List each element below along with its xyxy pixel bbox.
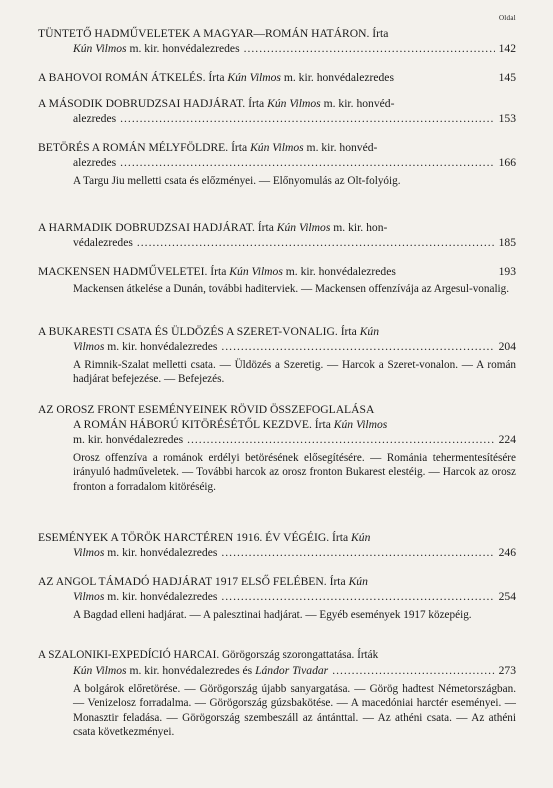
entry-title: A BAHOVOI ROMÁN ÁTKELÉS. bbox=[38, 71, 206, 84]
toc-entry: AZ OROSZ FRONT ESEMÉNYEINEK RÖVID ÖSSZEFOGLALÁSA A ROMÁN HÁBORÚ KITÖRÉSÉTŐL KEZDVE. Írta Kún Vilmos m. kir. honvédalezredes ..... 224 Orosz offenzíva a románok erdélyi betörésének elősegítésére. — Románia tehermentesítésére irányuló hadműveletek. — További harcok az orosz fronton Bukarest elestéig. — Harcok az orosz fronton a forradalom kitöréséig. bbox=[38, 402, 516, 494]
entry-title: BETÖRÉS A ROMÁN MÉLYFÖLDRE. bbox=[38, 141, 229, 154]
page-number: 224 bbox=[498, 433, 516, 446]
toc-entry: MACKENSEN HADMŰVELETEI. Írta Kún Vilmos m. kir. honvédalezredes 193 Mackensen átkelése a Dunán, további haditerviek. — Mackensen offenzívája az Argesul-vonalig. bbox=[38, 265, 516, 295]
entry-title: A HARMADIK DOBRUDZSAI HADJÁRAT. bbox=[38, 221, 255, 234]
dot-leader bbox=[332, 663, 494, 678]
toc-entry: AZ ANGOL TÁMADÓ HADJÁRAT 1917 ELSŐ FELÉBEN. Írta Kún Vilmos m. kir. honvédalezredes ..... 254 A Bagdad elleni hadjárat. — A palesztinai hadjárat. — Egyéb események 1917 közepéig. bbox=[38, 574, 516, 622]
page-column-header: Oldal bbox=[498, 14, 516, 22]
page-number: 145 bbox=[498, 71, 516, 84]
toc-entry: A MÁSODIK DOBRUDZSAI HADJÁRAT. Írta Kún Vilmos m. kir. honvéd- alezredes ..... 153 bbox=[38, 96, 516, 126]
page-number: 246 bbox=[498, 546, 516, 559]
dot-leader bbox=[187, 432, 495, 447]
dot-leader bbox=[221, 589, 494, 604]
dot-leader bbox=[244, 41, 495, 56]
entry-subtopics: A bolgárok előretörése. — Görögország újabb sanyargatása. — Görög hadtest Németországban. — Venizelosz forradalma. — Görögország gúzsbakötése. — A macedóniai harctér eseményei. — Monasztir feladása. — Görögország szembeszáll az ántánttal. — Az athéni csata. — Az athéni csata következményei. bbox=[73, 683, 516, 739]
toc-entry: A BAHOVOI ROMÁN ÁTKELÉS. Írta Kún Vilmos m. kir. honvédalezredes 145 bbox=[38, 71, 516, 84]
entry-title: MACKENSEN HADMŰVELETEI. bbox=[38, 265, 208, 278]
page-number: 273 bbox=[498, 664, 516, 677]
entry-title: AZ ANGOL TÁMADÓ HADJÁRAT 1917 ELSŐ FELÉBEN. bbox=[38, 575, 327, 588]
page-number: 193 bbox=[498, 265, 516, 278]
dot-leader bbox=[120, 111, 494, 126]
entry-title: A BUKARESTI CSATA ÉS ÜLDÖZÉS A SZERET-VONALIG. bbox=[38, 325, 338, 338]
page-number: 166 bbox=[498, 156, 516, 169]
page-number: 153 bbox=[498, 112, 516, 125]
page-number: 254 bbox=[498, 590, 516, 603]
dot-leader bbox=[221, 339, 494, 354]
entry-subtopics: Mackensen átkelése a Dunán, további haditerviek. — Mackensen offenzívája az Argesul-vonalig. bbox=[73, 283, 510, 295]
dot-leader bbox=[120, 155, 494, 170]
entry-subtopics: Orosz offenzíva a románok erdélyi betörésének elősegítésére. — Románia tehermentesítésére irányuló hadműveletek. — További harcok az orosz fronton Bukarest elestéig. — Harcok az orosz fronton a forradalom kitöréséig. bbox=[73, 452, 516, 493]
dot-leader bbox=[221, 545, 494, 560]
toc-entry: TÜNTETŐ HADMŰVELETEK A MAGYAR—ROMÁN HATÁRON. Írta Kún Vilmos m. kir. honvédalezredes ..... 142 bbox=[38, 26, 516, 56]
entry-title: TÜNTETŐ HADMŰVELETEK A MAGYAR—ROMÁN HATÁRON. bbox=[38, 27, 370, 40]
entry-subtopics: A Targu Jiu melletti csata és előzményei. — Előnyomulás az Olt-folyóig. bbox=[73, 175, 401, 187]
entry-title: ESEMÉNYEK A TÖRÖK HARCTÉREN 1916. ÉV VÉGÉIG. bbox=[38, 531, 330, 544]
entry-title: A SZALONIKI-EXPEDÍCIÓ HARCAI. Görögország szorongattatása. bbox=[38, 649, 355, 661]
page-number: 142 bbox=[498, 42, 516, 55]
page-number: 204 bbox=[498, 340, 516, 353]
entry-title: A MÁSODIK DOBRUDZSAI HADJÁRAT. bbox=[38, 97, 246, 110]
author: Kún Vilmos bbox=[73, 42, 127, 55]
entry-subtopics: A Bagdad elleni hadjárat. — A palesztinai hadjárat. — Egyéb események 1917 közepéig. bbox=[73, 609, 472, 621]
dot-leader bbox=[137, 235, 495, 250]
toc-entry: A SZALONIKI-EXPEDÍCIÓ HARCAI. Görögország szorongattatása. Írták Kún Vilmos m. kir. honvédalezredes és Lándor Tivadar ..... 273 A bolgárok előretörése. — Görögország újabb sanyargatása. — Görög hadtest Németországban. — Venizelosz forradalma. — Görögország gúzsbakötése. — A macedóniai harctér eseményei. — Monasztir feladása. — Görögország szembeszáll az ántánttal. — Az athéni csata. — Az athéni csata következményei. bbox=[38, 648, 516, 740]
toc-entry: A BUKARESTI CSATA ÉS ÜLDÖZÉS A SZERET-VONALIG. Írta Kún Vilmos m. kir. honvédalezredes ..... 204 A Rimnik-Szalat melletti csata. — Üldözés a Szeretig. — Harcok a Szeret-vonalon. — A román hadjárat befejezése. — Befejezés. bbox=[38, 324, 516, 387]
entry-subtopics: A Rimnik-Szalat melletti csata. — Üldözés a Szeretig. — Harcok a Szeret-vonalon. — A román hadjárat befejezése. — Befejezés. bbox=[73, 359, 516, 386]
toc-entry: BETÖRÉS A ROMÁN MÉLYFÖLDRE. Írta Kún Vilmos m. kir. honvéd- alezredes ..... 166 A Targu Jiu melletti csata és előzményei. — Előnyomulás az Olt-folyóig. bbox=[38, 140, 516, 188]
toc-entry: ESEMÉNYEK A TÖRÖK HARCTÉREN 1916. ÉV VÉGÉIG. Írta Kún Vilmos m. kir. honvédalezredes ..... 246 bbox=[38, 530, 516, 560]
toc-entry: A HARMADIK DOBRUDZSAI HADJÁRAT. Írta Kún Vilmos m. kir. hon- védalezredes ..... 185 bbox=[38, 220, 516, 250]
page-number: 185 bbox=[498, 236, 516, 249]
entry-title: AZ OROSZ FRONT ESEMÉNYEINEK RÖVID ÖSSZEFOGLALÁSA bbox=[38, 403, 375, 416]
